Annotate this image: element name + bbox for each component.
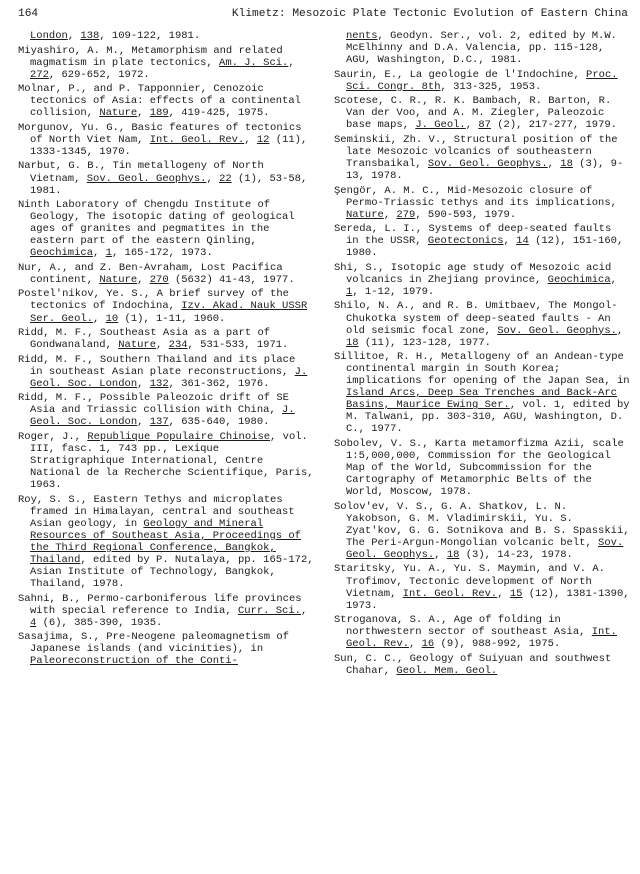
reference-text: Seminskii, Zh. V., Structural position of the late Mesozoic volcanics of southeastern Transbaikal, — [334, 133, 618, 170]
page-header — [18, 8, 628, 24]
reference-text: Sasajima, S., Pre-Neogene paleomagnetism of Japanese islands (and vicinities), in — [18, 631, 289, 656]
reference-entry — [18, 30, 314, 42]
reference-text: , 419-425, 1975. — [168, 107, 270, 120]
reference-text: , 361-362, 1976. — [168, 377, 270, 390]
reference-text: Sahni, B., Permo-carboniferous life provinces with special reference to India, — [18, 592, 302, 617]
reference-source-underlined: 137 — [149, 416, 169, 429]
reference-entry — [334, 223, 630, 259]
reference-entry — [334, 95, 630, 131]
reference-source-underlined: 1 — [105, 247, 112, 260]
reference-text: (6), 385-390, 1935. — [36, 616, 163, 629]
reference-source-underlined: 16 — [421, 638, 435, 651]
reference-entry — [334, 30, 630, 66]
reference-source-underlined: Proc. Sci. Congr. 8th — [346, 68, 618, 93]
reference-entry — [334, 614, 630, 650]
reference-source-underlined: Sov. Geol. Geophys. — [497, 324, 617, 337]
reference-entry — [18, 288, 314, 324]
reference-text: , vol. 1, edited by M. Talwani, pp. 303-310, AGU, Washington, D. C., 1977. — [346, 399, 630, 436]
reference-source-underlined: 270 — [149, 273, 169, 286]
reference-text: , — [610, 273, 617, 286]
reference-source-underlined: Sov. Geol. Geophys. — [346, 536, 624, 561]
reference-source-underlined: Int. Geol. Rev. — [149, 133, 245, 146]
reference-source-underlined: Int. Geol. Rev. — [402, 587, 498, 600]
reference-text: , — [137, 273, 150, 286]
reference-source-underlined: 234 — [168, 339, 188, 352]
reference-text: (9), 988-992, 1975. — [434, 638, 561, 651]
reference-text: Shi, S., Isotopic age study of Mesozoic acid volcanics in Zhejiang province, — [334, 261, 612, 286]
reference-entry — [18, 593, 314, 629]
reference-entry — [334, 563, 630, 611]
reference-source-underlined: J. Geol. Soc. London — [30, 365, 308, 390]
reference-text: , — [497, 587, 510, 600]
reference-entry — [18, 431, 314, 491]
reference-source-underlined: 1 — [346, 285, 353, 298]
reference-entry — [18, 199, 314, 259]
reference-entry — [18, 160, 314, 196]
reference-text: , — [503, 235, 517, 248]
reference-text: Ridd, M. F., Southern Thailand and its place in southeast Asian plate reconstructions, — [18, 353, 296, 378]
reference-text: , — [67, 30, 81, 42]
reference-source-underlined: 132 — [149, 377, 169, 390]
reference-source-underlined: Geochimica — [547, 273, 611, 286]
reference-text: , edited by P. Nutalaya, pp. 165-172, Asian Institute of Technology, Bangkok, Thailand, 1978. — [30, 553, 314, 591]
reference-source-underlined: 15 — [509, 587, 523, 600]
reference-entry — [334, 134, 630, 182]
reference-text: Sillitoe, R. H., Metallogeny of an Andean-type continental margin in South Korea; implications for opening of the Japan Sea, in — [334, 351, 630, 388]
reference-text: Nur, A., and Z. Ben-Avraham, Lost Pacifica continent, — [18, 261, 283, 286]
reference-text: (3), 14-23, 1978. — [459, 548, 573, 561]
reference-text: , 1-12, 1979. — [352, 285, 435, 298]
reference-text: Roy, S. S., Eastern Tethys and microplates framed in Himalayan, central and southeast Asian geology, in — [18, 493, 295, 530]
reference-source-underlined: nents — [346, 30, 378, 42]
reference-text: , — [383, 208, 397, 221]
reference-text: , — [288, 56, 295, 69]
reference-source-underlined: 189 — [149, 107, 169, 120]
reference-text: , — [206, 172, 220, 185]
reference-entry — [334, 653, 630, 677]
reference-source-underlined: Nature — [346, 208, 384, 221]
reference-entry — [18, 83, 314, 119]
reference-text: , — [244, 133, 257, 146]
reference-source-underlined: Sov. Geol. Geophys. — [86, 172, 207, 185]
reference-entry — [18, 122, 314, 158]
reference-entry — [18, 354, 314, 390]
reference-text: , — [465, 119, 479, 132]
reference-text: (11), 123-128, 1977. — [358, 336, 491, 349]
reference-text: , — [137, 416, 150, 429]
reference-entry — [18, 262, 314, 286]
reference-text: Roger, J., — [18, 430, 88, 443]
reference-source-underlined: 272 — [30, 68, 49, 81]
reference-source-underlined: Geol. Mem. Geol. — [396, 664, 498, 677]
reference-text: , — [409, 638, 422, 651]
reference-source-underlined: 279 — [396, 208, 416, 221]
reference-text: , — [137, 107, 150, 120]
reference-source-underlined: Am. J. Sci. — [219, 56, 289, 69]
reference-text: , — [300, 604, 308, 617]
reference-text: , 109-122, 1981. — [99, 30, 201, 42]
reference-text: , — [547, 157, 561, 170]
reference-text: Staritsky, Yu. A., Yu. S. Maymin, and V. A. Trofimov, Tectonic development of North Vietnam, — [334, 563, 605, 600]
reference-text: Saurin, E., La geologie de l'Indochine, — [334, 68, 587, 81]
reference-text: (3), 9-13, 1978. — [346, 157, 624, 183]
reference-text: (2), 217-277, 1979. — [490, 119, 617, 132]
reference-text: Sun, C. C., Geology of Suiyuan and southwest Chahar, — [334, 652, 612, 677]
reference-source-underlined: 12 — [256, 133, 270, 146]
reference-source-underlined: 138 — [80, 30, 100, 42]
reference-entry — [334, 300, 630, 348]
reference-source-underlined: Republique Populaire Chinoise — [87, 430, 271, 443]
reference-entry — [334, 351, 630, 435]
reference-text: (12), 1381-1390, 1973. — [346, 587, 630, 612]
reference-text: , — [137, 377, 150, 390]
reference-text: (5632) 41-43, 1977. — [168, 273, 295, 286]
reference-source-underlined: Nature — [99, 273, 138, 286]
reference-text: Stroganova, S. A., Age of folding in northwestern sector of southeast Asia, — [334, 614, 592, 639]
reference-source-underlined: Paleoreconstruction of the Conti- — [30, 655, 238, 668]
reference-source-underlined: Geochimica — [30, 247, 94, 260]
reference-source-underlined: 22 — [219, 172, 232, 185]
reference-text: (1), 1-11, 1960. — [118, 312, 226, 325]
reference-text: , — [434, 548, 447, 561]
reference-column-right — [334, 30, 630, 679]
running-title: Klimetz: Mesozoic Plate Tectonic Evolution of Eastern China — [231, 8, 628, 20]
reference-text: (1), 53-58, 1981. — [30, 172, 308, 197]
reference-source-underlined: London — [30, 30, 68, 42]
reference-text: Scotese, C. R., R. K. Bambach, R. Barton, R. Van der Voo, and A. M. Ziegler, Paleozoic base maps, — [334, 95, 612, 132]
reference-source-underlined: Int. Geol. Rev. — [346, 626, 617, 651]
reference-entry — [334, 438, 630, 498]
reference-text: , 629-652, 1972. — [48, 68, 150, 81]
reference-source-underlined: Sov. Geol. Geophys. — [427, 157, 548, 170]
reference-text: , 313-325, 1953. — [440, 80, 542, 93]
reference-source-underlined: J. Geol. — [415, 119, 466, 132]
reference-source-underlined: 14 — [516, 235, 529, 248]
reference-text: , 165-172, 1973. — [111, 247, 213, 260]
reference-text: Şengör, A. M. C., Mid-Mesozoic closure of Permo-Triassic tethys and its implications, — [334, 184, 617, 209]
reference-source-underlined: Geology and Mineral Resources of Southeast Asia, Proceedings of the Third Regional Conference, Bangkok, Thailand — [30, 517, 301, 566]
reference-entry — [18, 45, 314, 81]
reference-source-underlined: Curr. Sci. — [237, 604, 301, 617]
reference-text: Shilo, N. A., and R. B. Umitbaev, The Mongol-Chukotka system of deep-seated faults - An old seismic focal zone, — [334, 300, 618, 337]
reference-entry — [18, 494, 314, 590]
reference-text: Molnar, P., and P. Tapponnier, Cenozoic tectonics of Asia: effects of a continental collision, — [18, 83, 301, 120]
reference-source-underlined: Izv. Akad. Nauk USSR Ser. Geol. — [30, 300, 308, 325]
reference-source-underlined: 10 — [105, 312, 119, 325]
reference-source-underlined: Nature — [118, 339, 157, 352]
reference-text: , — [93, 247, 106, 260]
reference-entry — [18, 392, 314, 428]
reference-source-underlined: Geotectonics — [427, 235, 504, 248]
reference-entry — [18, 327, 314, 351]
reference-text: (11), 1333-1345, 1970. — [30, 133, 308, 158]
reference-text: , — [616, 324, 624, 337]
reference-text: Solov'ev, V. S., G. A. Shatkov, L. N. Yakobson, G. M. Vladimirskii, Yu. S. Zyat'kov, G. G. Sotnikova and B. S. Spasskii, The Peri-Argun-Mongolian volcanic belt, — [334, 500, 630, 549]
reference-text: Sereda, L. I., Systems of deep-seated faults in the USSR, — [334, 223, 612, 248]
reference-entry — [334, 185, 630, 221]
reference-entry — [334, 262, 630, 298]
reference-text: Morgunov, Yu. G., Basic features of tectonics of North Viet Nam, — [18, 121, 302, 146]
reference-text: Ridd, M. F., Southeast Asia as a part of Gondwanaland, — [18, 327, 271, 352]
reference-text: , 590-593, 1979. — [415, 208, 517, 221]
reference-text: Narbut, G. B., Tin metallogeny of North Vietnam, — [18, 160, 264, 185]
reference-text: Sobolev, V. S., Karta metamorfizma Azii, scale 1:5,000,000, Commission for the Geological Map of the World, Subcommission for the Cartography of Metamorphic Belts of the World, Moscow, 1978. — [334, 438, 624, 499]
reference-entry — [334, 501, 630, 561]
reference-entry — [18, 631, 314, 667]
reference-source-underlined: 4 — [30, 616, 37, 629]
reference-source-underlined: Island Arcs, Deep Sea Trenches and Back-Arc Basins, Maurice Ewing Ser. — [346, 387, 617, 412]
reference-text: , — [156, 339, 169, 352]
reference-text: Postel'nikov, Ye. S., A brief survey of the tectonics of Indochina, — [18, 288, 289, 313]
reference-text: Ninth Laboratory of Chengdu Institute of Geology, The isotopic dating of geological ages of granites and pegmatites in the eastern part of the eastern Qinling, — [18, 199, 295, 248]
reference-text: , — [93, 312, 106, 325]
reference-source-underlined: 87 — [478, 119, 491, 132]
reference-text: Miyashiro, A. M., Metamorphism and related magmatism in plate tectonics, — [18, 44, 283, 69]
reference-text: , Geodyn. Ser., vol. 2, edited by M.W. McElhinny and D.A. Valencia, pp. 115-128, AGU, Washington, D.C., 1981. — [346, 30, 617, 67]
reference-text: , 635-640, 1980. — [168, 416, 270, 429]
reference-source-underlined: J. Geol. Soc. London — [30, 404, 295, 429]
reference-text: (12), 151-160, 1980. — [346, 235, 624, 260]
reference-text: , 531-533, 1971. — [187, 339, 289, 352]
reference-text: , vol. III, fasc. 1, 743 pp., Lexique Stratigraphique International, Centre National de la Recherche Scientifique, Paris, 1963. — [30, 430, 314, 492]
reference-source-underlined: Nature — [99, 107, 138, 120]
reference-source-underlined: 18 — [446, 548, 460, 561]
reference-text: Ridd, M. F., Possible Paleozoic drift of SE Asia and Triassic collision with China, — [18, 392, 289, 417]
reference-source-underlined: 18 — [560, 157, 573, 170]
page-number: 164 — [18, 8, 39, 20]
reference-source-underlined: 18 — [346, 336, 359, 349]
reference-entry — [334, 69, 630, 93]
reference-column-left — [18, 30, 314, 670]
